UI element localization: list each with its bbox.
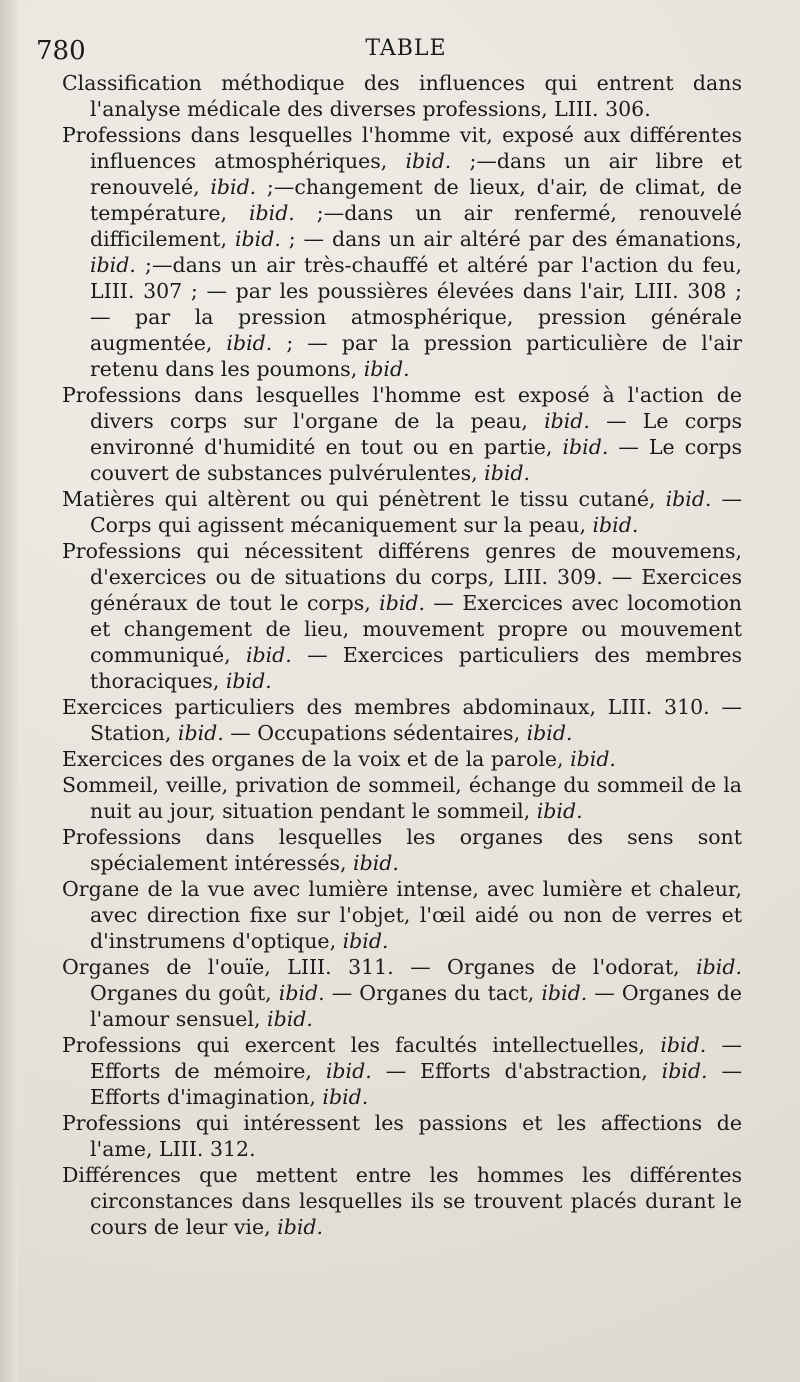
table-entry: Professions qui exercent les facultés intellectuelles, ibid. — Efforts de mémoire, ibid. — Efforts d'abstraction, ibid. — Efforts d'imagination, ibid. bbox=[62, 1033, 742, 1109]
table-entry: Exercices particuliers des membres abdominaux, LIII. 310. — Station, ibid. — Occupations sédentaires, ibid. bbox=[62, 695, 742, 745]
table-entry: Classification méthodique des influences qui entrent dans l'analyse médicale des diverses professions, LIII. 306. bbox=[62, 71, 742, 121]
table-entries bbox=[62, 70, 742, 1240]
table-entry: Professions dans lesquelles les organes des sens sont spécialement intéressés, ibid. bbox=[62, 825, 742, 875]
table-entry: Organes de l'ouïe, LIII. 311. — Organes de l'odorat, ibid. Organes du goût, ibid. — Organes du tact, ibid. — Organes de l'amour sensuel, ibid. bbox=[62, 955, 742, 1031]
table-entry: Professions dans lesquelles l'homme est exposé à l'action de divers corps sur l'organe de la peau, ibid. — Le corps environné d'humidité en tout ou en partie, ibid. — Le corps couvert de substances pulvérulentes, ibid. bbox=[62, 383, 743, 485]
running-title: TABLE bbox=[365, 36, 447, 61]
table-entry: Différences que mettent entre les hommes les différentes circonstances dans lesquelles ils se trouvent placés durant le cours de leur vie, ibid. bbox=[62, 1163, 742, 1239]
table-entry: Professions qui intéressent les passions et les affections de l'ame, LIII. 312. bbox=[62, 1111, 742, 1161]
page-number: 780 bbox=[36, 36, 86, 66]
table-entry: Professions qui nécessitent différens genres de mouvemens, d'exercices ou de situations du corps, LIII. 309. — Exercices généraux de tout le corps, ibid. — Exercices avec locomotion et changement de lieu, mouvement propre ou mouvement communiqué, ibid. — Exercices particuliers des membres thoraciques, ibid. bbox=[62, 539, 743, 693]
table-entry: Matières qui altèrent ou qui pénètrent le tissu cutané, ibid. — Corps qui agissent mécaniquement sur la peau, ibid. bbox=[62, 487, 742, 537]
table-entry: Professions dans lesquelles l'homme vit, exposé aux différentes influences atmosphériques, ibid. ;—dans un air libre et renouvelé, ibid. ;—changement de lieux, d'air, de climat, de température, ibid. ;—dans un air renfermé, renouvelé difficilement, ibid. ; — dans un air altéré par des émanations, ibid. ;—dans un air très-chauffé et altéré par l'action du feu, LIII. 307 ; — par les poussières élevées dans l'air, LIII. 308 ; — par la pression atmosphérique, pression générale augmentée, ibid. ; — par la pression particulière de l'air retenu dans les poumons, ibid. bbox=[62, 123, 743, 381]
table-entry: Exercices des organes de la voix et de la parole, ibid. bbox=[62, 747, 616, 771]
table-entry: Organe de la vue avec lumière intense, avec lumière et chaleur, avec direction fixe sur l'objet, l'œil aidé ou non de verres et d'instrumens d'optique, ibid. bbox=[62, 877, 742, 953]
page-gutter bbox=[0, 0, 18, 1382]
page-header bbox=[36, 36, 776, 66]
table-entry: Sommeil, veille, privation de sommeil, échange du sommeil de la nuit au jour, situation pendant le sommeil, ibid. bbox=[62, 773, 742, 823]
